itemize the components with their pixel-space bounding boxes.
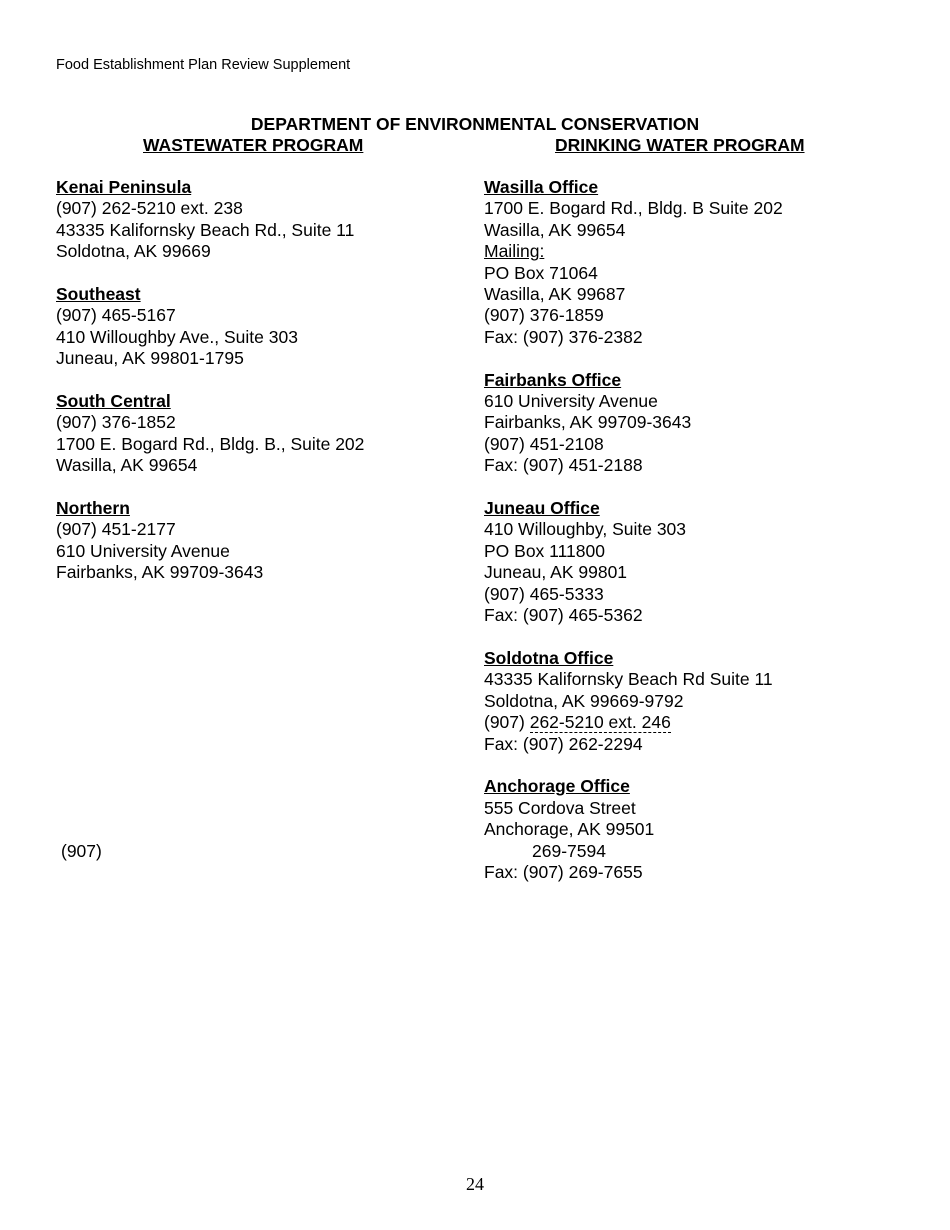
office-address: 43335 Kalifornsky Beach Rd., Suite 11: [56, 219, 355, 240]
office-city: Fairbanks, AK 99709-3643: [56, 562, 264, 583]
wastewater-offices-column: [56, 177, 456, 605]
office-fax: Fax: (907) 269-7655: [484, 861, 643, 882]
office-address: 555 Cordova Street: [484, 797, 636, 818]
wastewater-program-title: WASTEWATER PROGRAM: [143, 135, 364, 155]
drinking-water-program-title: DRINKING WATER PROGRAM: [555, 135, 805, 155]
office-address: 610 University Avenue: [484, 391, 658, 412]
office-fax: Fax: (907) 465-5362: [484, 605, 643, 626]
mailing-po-box: PO Box 71064: [484, 262, 598, 283]
office-phone: 269-7594: [532, 840, 606, 861]
office-phone: (907) 262-5210 ext. 238: [56, 198, 243, 219]
office-city: Fairbanks, AK 99709-3643: [484, 412, 692, 433]
office-fax: Fax: (907) 262-2294: [484, 733, 643, 754]
office-address: 1700 E. Bogard Rd., Bldg. B., Suite 202: [56, 433, 365, 454]
phone-number-link[interactable]: 262-5210 ext. 246: [529, 712, 671, 733]
drinking-water-offices-column: [484, 177, 904, 905]
office-po-box: PO Box 111800: [484, 540, 605, 561]
phone-area-code: (907): [484, 712, 530, 733]
office-juneau: [484, 498, 904, 626]
office-fairbanks: [484, 370, 904, 477]
office-name: Wasilla Office: [484, 177, 599, 197]
office-address: 1700 E. Bogard Rd., Bldg. B Suite 202: [484, 198, 783, 219]
office-phone: (907) 376-1852: [56, 412, 176, 433]
orphan-area-code: (907): [61, 841, 102, 861]
page-number: 24: [466, 1174, 484, 1194]
office-address: 610 University Avenue: [56, 540, 230, 561]
office-address: 410 Willoughby, Suite 303: [484, 519, 687, 540]
office-phone: (907) 451-2177: [56, 519, 176, 540]
office-phone: (907) 465-5167: [56, 305, 176, 326]
office-address: 43335 Kalifornsky Beach Rd Suite 11: [484, 669, 773, 690]
office-phone: (907) 465-5333: [484, 583, 604, 604]
office-southeast: [56, 284, 456, 370]
office-name: South Central: [56, 391, 171, 412]
office-city: Wasilla, AK 99654: [56, 455, 198, 476]
office-name: Southeast: [56, 284, 141, 305]
office-south-central: [56, 391, 456, 477]
office-name: Fairbanks Office: [484, 369, 622, 390]
office-soldotna: [484, 648, 904, 755]
office-address: 410 Willoughby Ave., Suite 303: [56, 326, 298, 347]
department-title: DEPARTMENT OF ENVIRONMENTAL CONSERVATION: [250, 114, 700, 134]
office-kenai-peninsula: [56, 177, 456, 263]
office-fax: Fax: (907) 376-2382: [484, 326, 643, 347]
office-phone: (907) 376-1859: [484, 305, 604, 326]
office-name: Anchorage Office: [484, 776, 630, 797]
mailing-label: Mailing:: [484, 241, 545, 262]
office-phone: (907) 451-2108: [484, 433, 604, 454]
office-name: Kenai Peninsula: [56, 177, 192, 197]
office-northern: [56, 498, 456, 584]
office-city: Soldotna, AK 99669-9792: [484, 690, 684, 711]
mailing-city: Wasilla, AK 99687: [484, 284, 626, 305]
office-city: Soldotna, AK 99669: [56, 241, 211, 262]
office-phone: [484, 712, 904, 733]
office-city: Juneau, AK 99801: [484, 562, 628, 583]
office-name: Northern: [56, 498, 130, 519]
office-city: Wasilla, AK 99654: [484, 219, 626, 240]
office-city: Anchorage, AK 99501: [484, 819, 655, 840]
office-anchorage: [484, 776, 904, 883]
office-wasilla: [484, 177, 904, 348]
running-header: Food Establishment Plan Review Supplement: [56, 57, 351, 73]
office-name: Juneau Office: [484, 498, 600, 519]
office-name: Soldotna Office: [484, 647, 614, 668]
office-city: Juneau, AK 99801-1795: [56, 348, 244, 369]
office-fax: Fax: (907) 451-2188: [484, 455, 643, 476]
